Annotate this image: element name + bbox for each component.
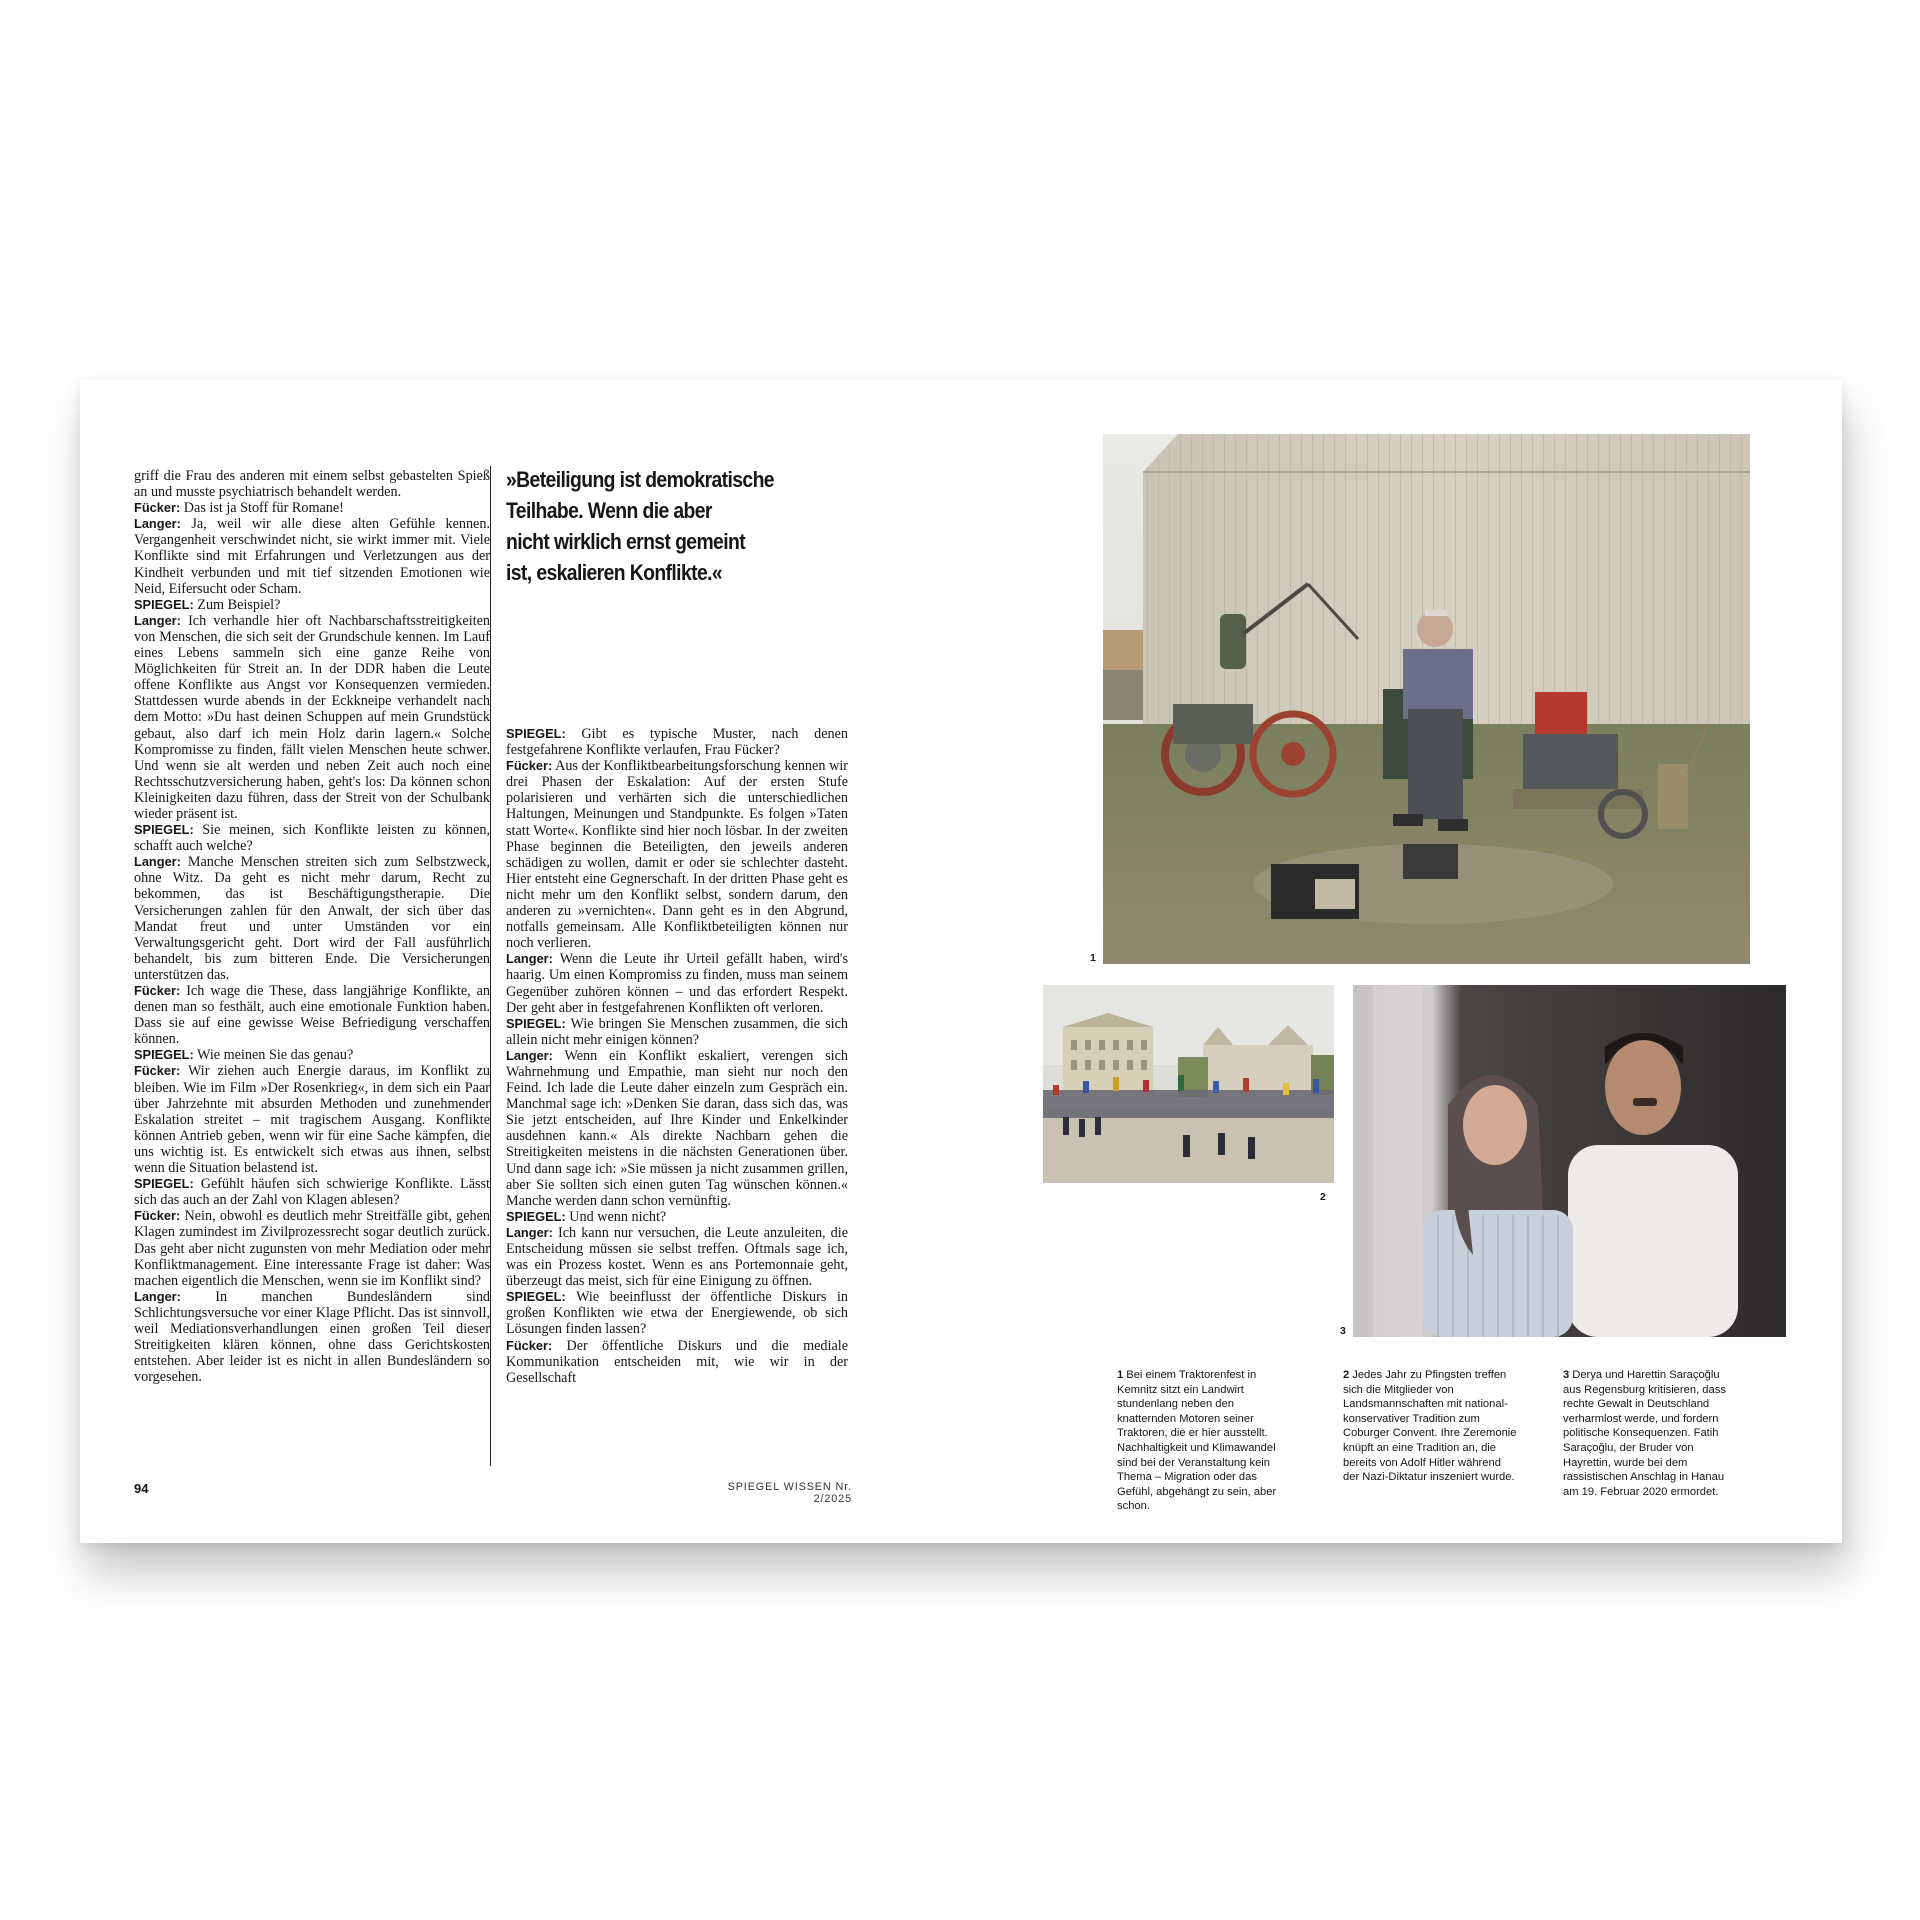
paragraph-text: Wie beeinflusst der öffentliche Diskurs in großen Konflikten wie etwa der Energiewende, ob sich Lösungen finden lassen? (506, 1289, 848, 1338)
pull-quote-line: nicht wirklich ernst gemeint (506, 529, 746, 554)
paragraph (506, 726, 848, 758)
paragraph-text: Ich wage die These, dass langjährige Konflikte, an denen man so festhält, auch eine emotionale Funktion haben. Dass sie auf eine gewisse Weise Befriedigung verschaffen können. (134, 983, 491, 1048)
caption-number: 3 (1563, 1369, 1570, 1381)
magazine-issue: SPIEGEL WISSEN Nr. 2/2025 (727, 1481, 852, 1505)
paragraph (134, 1289, 490, 1386)
speaker-label: SPIEGEL: (506, 1208, 566, 1224)
paragraph (134, 597, 490, 613)
caption-1 (1117, 1368, 1291, 1514)
paragraph-text: Manche Menschen streiten sich zum Selbstzweck, ohne Witz. Da geht es nicht mehr darum, Recht zu bekommen, das ist Beschäftigungstherapie. Die Versicherungen zahlen für den Anwalt, der sich über das Mandat freut und unter Umständen vor ein Verwaltungsgericht geht. Dort wird der Fall ausführlich behandelt, bis zum bitteren Ende. Die Versicherungen unterstützen das. (134, 854, 491, 983)
caption-number: 1 (1117, 1369, 1124, 1381)
photo-2-coburger-convent (1043, 985, 1334, 1183)
paragraph (506, 1016, 848, 1048)
speaker-label: Langer: (134, 612, 181, 628)
paragraph (134, 854, 490, 983)
paragraph-text: Und wenn nicht? (569, 1208, 667, 1225)
paragraph-text: Gefühlt häufen sich schwierige Konflikte. Lässt sich das auch an der Zahl von Klagen ablesen? (134, 1176, 490, 1209)
speaker-label: SPIEGEL: (506, 1015, 566, 1031)
speaker-label: SPIEGEL: (134, 1047, 194, 1063)
caption-2 (1343, 1368, 1517, 1485)
paragraph-text: Wir ziehen auch Energie daraus, im Konflikt zu bleiben. Wie im Film »Der Rosenkrieg«, in dem sich ein Paar über Jahrzehnte mit absurden Methoden und zunehmender Eskalation streitet – mit tragischem Ausgang. Konflikte können Antrieb geben, wenn wir für eine Sache kämpfen, die uns wichtig ist. Es entwickelt sich etwas aus ihnen, selbst wenn die Situation belastend ist. (134, 1063, 490, 1177)
photo-1-tractor-farmer (1103, 434, 1750, 964)
speaker-label: Langer: (506, 1224, 553, 1240)
paragraph (134, 1063, 490, 1176)
caption-text: Bei einem Traktorenfest in Kemnitz sitzt ein Landwirt stundenlang neben den knatternden Motoren seiner Traktoren, die er hier ausstellt. Nachhaltigkeit und Klimawandel sind bei der Veranstaltung kein Thema – Migration oder das Gefühl, abgehängt zu sein, aber schon. (1117, 1369, 1277, 1513)
paragraph (506, 951, 848, 1015)
paragraph-text: Wie bringen Sie Menschen zusammen, die sich allein nicht mehr einigen können? (506, 1015, 849, 1048)
photo-3-image (1353, 985, 1786, 1337)
speaker-label: SPIEGEL: (506, 1289, 566, 1305)
speaker-label: Langer: (134, 854, 181, 870)
caption-text: Jedes Jahr zu Pfingsten treffen sich die Mitglieder von Landsmannschaften mit national-konservativer Tradition zum Coburger Convent. Ihre Zeremonie knüpft an eine Tradition an, die bereits von Adolf Hitler während der Nazi-Diktatur inszeniert wurde. (1343, 1369, 1517, 1484)
interview-column-left (134, 468, 490, 1385)
paragraph-text: Nein, obwohl es deutlich mehr Streitfälle gibt, gehen Klagen zumindest im Zivilprozessrecht sogar deutlich zurück. Das geht aber nicht zugunsten von mehr Mediation oder mehr Konfliktmanagement. Eine interessante Frage ist daher: Was machen eigentlich die Menschen, wenn sie im Konflikt sind? (134, 1208, 490, 1289)
paragraph (506, 1048, 848, 1209)
speaker-label: Langer: (134, 516, 181, 532)
paragraph (134, 1047, 490, 1063)
speaker-label: Fücker: (134, 1208, 181, 1224)
speaker-label: Langer: (506, 1047, 553, 1063)
paragraph (134, 1176, 490, 1208)
speaker-label: Langer: (134, 1288, 181, 1304)
paragraph-text: Wenn die Leute ihr Urteil gefällt haben, wird's haarig. Um einen Kompromiss zu finden, muss man seinem Gegenüber zuhören können – und das erfordert Respekt. Der geht aber in festgefahrenen Konflikten oft verloren. (506, 951, 848, 1016)
paragraph-text: Ja, weil wir alle diese alten Gefühle kennen. Vergangenheit verschwindet nicht, sie wirkt immer mit. Viele Konflikte sind mit Erfahrungen und Verletzungen aus der Kindheit verbunden und mit tief sitzenden Emotionen wie Neid, Eifersucht oder Scham. (134, 516, 490, 597)
speaker-label: SPIEGEL: (134, 596, 194, 612)
column-divider (490, 466, 491, 1466)
pull-quote-line: »Beteiligung ist demokratische (506, 467, 774, 492)
page-number: 94 (134, 1481, 149, 1496)
paragraph-text: Ich verhandle hier oft Nachbarschaftsstreitigkeiten von Menschen, die sich seit der Grundschule kennen. Im Lauf eines Lebens sammeln sich eine ganze Reihe von Möglichkeiten für Streit an. In der DDR haben die Leute offene Konflikte aus Angst vor Konsequenzen vermieden. Stattdessen wurde abends in der Eckkneipe verhandelt nach dem Motto: »Du hast deinen Schuppen auf mein Grundstück gebaut, also darf ich mein Holz darin lagern.« Solche Kompromisse zu finden, fällt vielen Menschen heute schwer. Und wenn sie alt werden und neben Zeit auch noch eine Rechtsschutzversicherung haben, geht's los: Da können schon Kleinigkeiten dazu führen, dass der Streit von der Schulbank wieder präsent ist. (134, 612, 490, 822)
paragraph-text: Ich kann nur versuchen, die Leute anzuleiten, die Entscheidung müssen sie selbst treffen. Oftmals sage ich, was ein Prozess kostet. Wenn es ans Portemonnaie geht, überzeugt das meist, sich für eine Einigung zu öffnen. (506, 1224, 849, 1290)
speaker-label: Fücker: (506, 758, 553, 774)
paragraph-text: Sie meinen, sich Konflikte leisten zu können, schafft auch welche? (134, 822, 491, 855)
photo-2-image (1043, 985, 1334, 1183)
paragraph (134, 516, 490, 596)
pull-quote-line: Teilhabe. Wenn die aber (506, 498, 712, 523)
speaker-label: Langer: (506, 951, 553, 967)
speaker-label: Fücker: (134, 983, 181, 998)
paragraph (134, 1208, 490, 1288)
paragraph-text: Der öffentliche Diskurs und die mediale Kommunikation entscheiden mit, wie wir in der Gesellschaft (506, 1337, 849, 1386)
paragraph-text: Das ist ja Stoff für Romane! (183, 500, 344, 517)
photo-1-image (1103, 434, 1750, 964)
paragraph-text: Wenn ein Konflikt eskaliert, verengen sich Wahrnehmung und Empathie, man sieht nur noch den Feind. Ich lade die Leute daher einzeln zum Gespräch ein. Manchmal sage ich: »Denken Sie daran, dass sich das, was Sie jetzt entscheiden, auf Ihre Kinder und Enkelkinder ausdehnen kann.« Als direkte Nachbarn gehen die Streitigkeiten meistens in die nächsten Generationen über. Und dann sage ich: »Sie müssen ja nicht zusammen grillen, aber Sie sollten sich einen guten Tag wünschen können.« Manche werden dann schon vernünftig. (506, 1047, 848, 1209)
paragraph-text: Zum Beispiel? (197, 596, 281, 613)
speaker-label: Fücker: (134, 500, 181, 516)
paragraph-text: Aus der Konfliktbearbeitungsforschung kennen wir drei Phasen der Eskalation: Auf der ersten Stufe polarisieren und verhärten sich die unterschiedlichen Haltungen, Meinungen und Standpunkte. Es folgen »Taten statt Worte«. Konflikte sind hier noch lösbar. In der zweiten Phase beginnen die Beteiligten, den jeweils anderen schädigen zu wollen, damit er oder sie schlechter dasteht. Hier entsteht eine Gegnerschaft. In der dritten Phase geht es nicht mehr um den Konflikt selbst, sondern darum, den anderen zu »vernichten«. Dann geht es in den Abgrund, notfalls gemeinsam. Alle Konfliktbeteiligten können nur noch verlieren. (506, 758, 849, 952)
paragraph (506, 1289, 848, 1337)
interview-column-right (506, 726, 848, 1386)
paragraph (134, 983, 490, 1047)
figure-number-1: 1 (1090, 952, 1096, 964)
photo-3-couple-portrait (1353, 985, 1786, 1337)
caption-number: 2 (1343, 1369, 1350, 1381)
speaker-label: SPIEGEL: (506, 726, 566, 741)
figure-number-3: 3 (1340, 1325, 1346, 1337)
paragraph (134, 613, 490, 822)
speaker-label: SPIEGEL: (134, 822, 194, 838)
paragraph-text: In manchen Bundesländern sind Schlichtungsversuche vor einer Klage Pflicht. Das ist sinnvoll, weil Mediationsverhandlungen einen großen Teil dieser Streitigkeiten klären können, ohne dass Gerichtskosten entstehen. Aber leider ist es nicht in allen Bundesländern so vorgesehen. (134, 1288, 491, 1386)
speaker-label: Fücker: (134, 1063, 181, 1079)
caption-text: Derya und Harettin Saraçoğlu aus Regensburg kritisieren, dass rechte Gewalt in Deutschland verharmlost werde, und fordern politische Konsequenzen. Fatih Saraçoğlu, der Bruder von Hayrettin, wurde bei dem rassistischen Anschlag in Hanau am 19. Februar 2020 ermordet. (1563, 1369, 1726, 1498)
paragraph (506, 1338, 848, 1386)
paragraph (134, 822, 490, 854)
paragraph-text: griff die Frau des anderen mit einem selbst gebastelten Spieß an und musste psychiatrisch behandelt werden. (134, 468, 490, 501)
paragraph-text: Wie meinen Sie das genau? (197, 1047, 354, 1064)
paragraph (134, 500, 490, 516)
paragraph-text: Gibt es typische Muster, nach denen festgefahrene Konflikte verlaufen, Frau Fücker? (506, 726, 848, 759)
figure-number-2: 2 (1320, 1191, 1326, 1203)
speaker-label: Fücker: (506, 1337, 553, 1353)
paragraph (506, 1209, 848, 1225)
speaker-label: SPIEGEL: (134, 1176, 194, 1192)
paragraph (134, 468, 490, 500)
magazine-spread (80, 380, 1842, 1543)
pull-quote (506, 464, 798, 588)
paragraph (506, 758, 848, 951)
pull-quote-line: ist, eskalieren Konflikte.« (506, 560, 723, 585)
caption-3 (1563, 1368, 1737, 1499)
paragraph (506, 1225, 848, 1289)
